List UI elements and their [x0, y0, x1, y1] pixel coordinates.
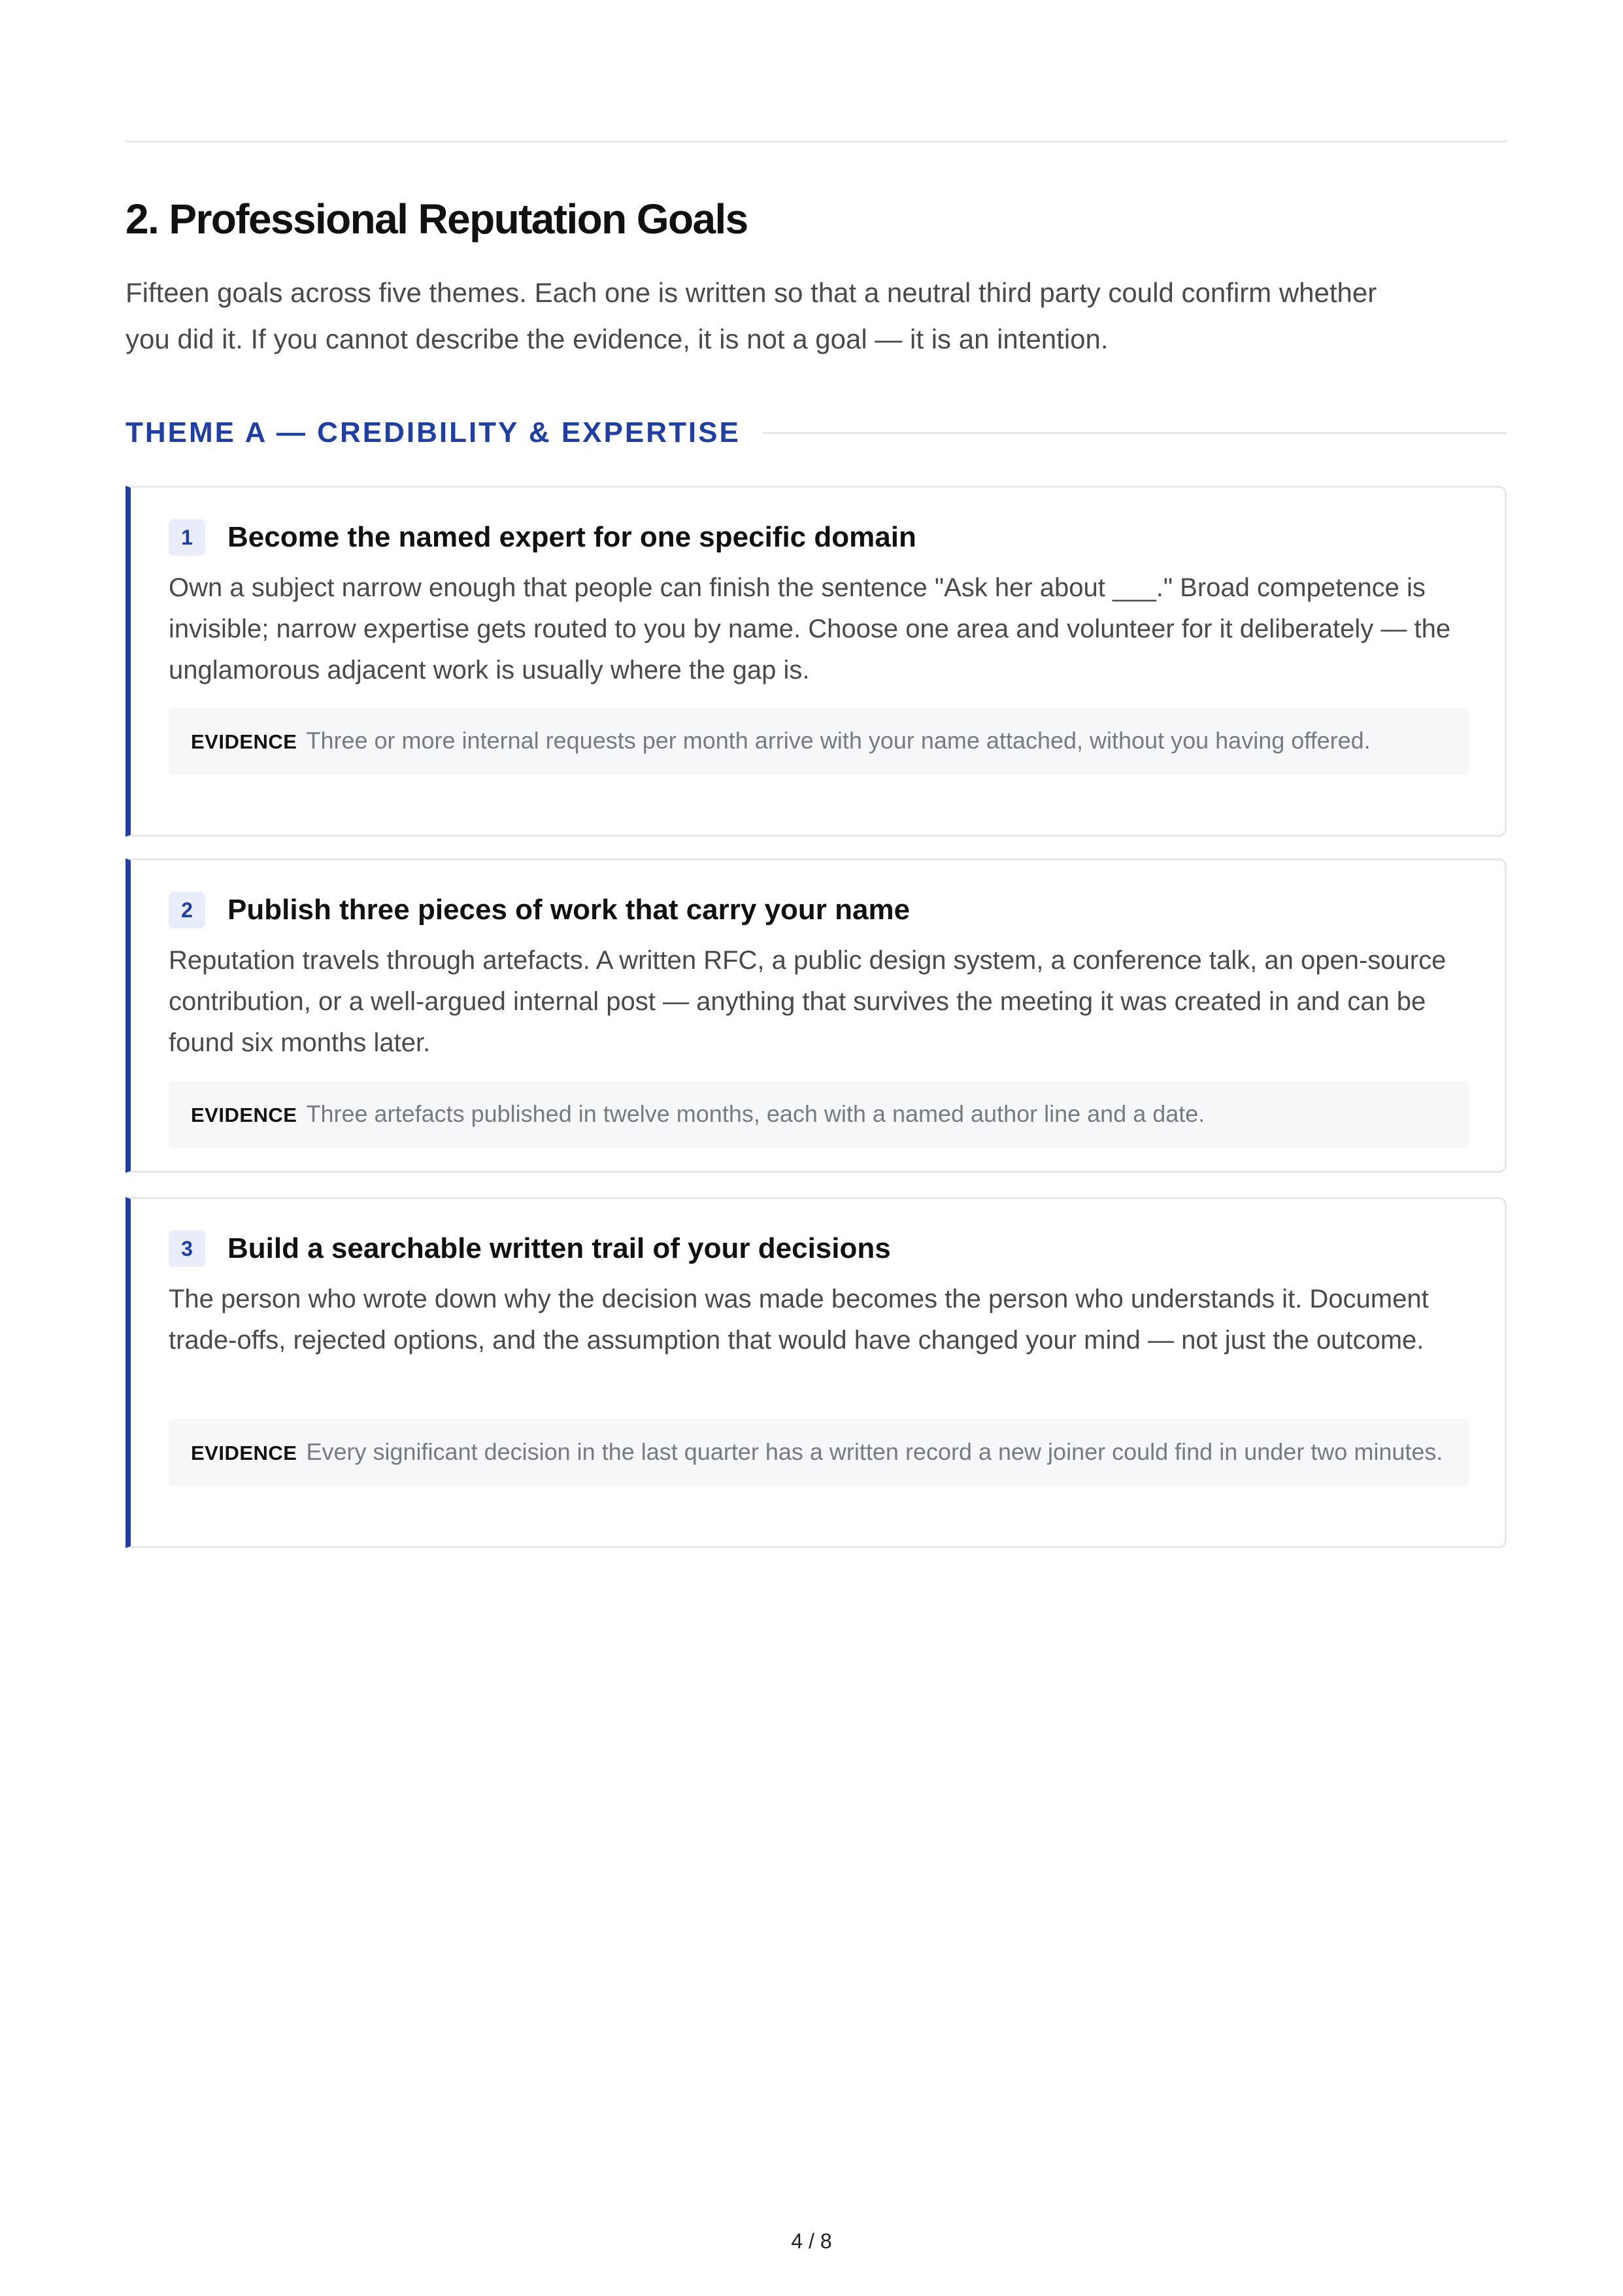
goal-number-badge: 3	[169, 1230, 205, 1267]
section-title: 2. Professional Reputation Goals	[125, 195, 748, 243]
evidence-label: EVIDENCE	[191, 730, 297, 753]
goal-title: Build a searchable written trail of your decisions	[227, 1232, 891, 1264]
evidence-label: EVIDENCE	[191, 1104, 297, 1126]
evidence-box	[169, 708, 1469, 775]
goal-card	[125, 486, 1507, 837]
goal-description: The person who wrote down why the decision was made becomes the person who understands it. Document trade-offs, rejected options, and the assumption that would have changed your mind — not just the outcome.	[169, 1285, 1429, 1355]
page-number: 4 / 8	[791, 2229, 832, 2253]
theme-label: THEME A — CREDIBILITY & EXPERTISE	[125, 416, 741, 448]
theme-header	[125, 413, 1507, 452]
evidence-box	[169, 1419, 1469, 1486]
goal-description: Reputation travels through artefacts. A written RFC, a public design system, a conference talk, an open-source contribution, or a well-argued internal post — anything that survives the meeting it was created in and can be found six months later.	[169, 946, 1447, 1057]
goal-header	[169, 1230, 891, 1267]
goal-description: Own a subject narrow enough that people can finish the sentence "Ask her about ___." Broad competence is invisible; narrow expertise gets routed to you by name. Choose one area and volunteer for it deliberately — the unglamorous adjacent work is usually where the gap is.	[169, 573, 1451, 684]
goal-header	[169, 519, 916, 556]
top-divider	[125, 141, 1507, 143]
evidence-text: Three or more internal requests per month arrive with your name attached, without you having offered.	[306, 727, 1371, 754]
goal-card	[125, 1197, 1507, 1548]
goal-number-badge: 2	[169, 892, 205, 928]
evidence-box	[169, 1081, 1469, 1148]
evidence-label: EVIDENCE	[191, 1442, 297, 1464]
goal-number-badge: 1	[169, 519, 205, 556]
goal-title: Publish three pieces of work that carry your name	[227, 894, 911, 926]
theme-divider	[763, 432, 1507, 434]
evidence-text: Three artefacts published in twelve months, each with a named author line and a date.	[306, 1100, 1205, 1127]
evidence-text: Every significant decision in the last quarter has a written record a new joiner could find in under two minutes.	[306, 1438, 1443, 1465]
section-intro: Fifteen goals across five themes. Each one is written so that a neutral third party could confirm whether you did it. If you cannot describe the evidence, it is not a goal — it is an intention.	[125, 277, 1377, 354]
goal-header	[169, 892, 910, 928]
goal-title: Become the named expert for one specific domain	[227, 521, 916, 553]
goal-card	[125, 858, 1507, 1173]
